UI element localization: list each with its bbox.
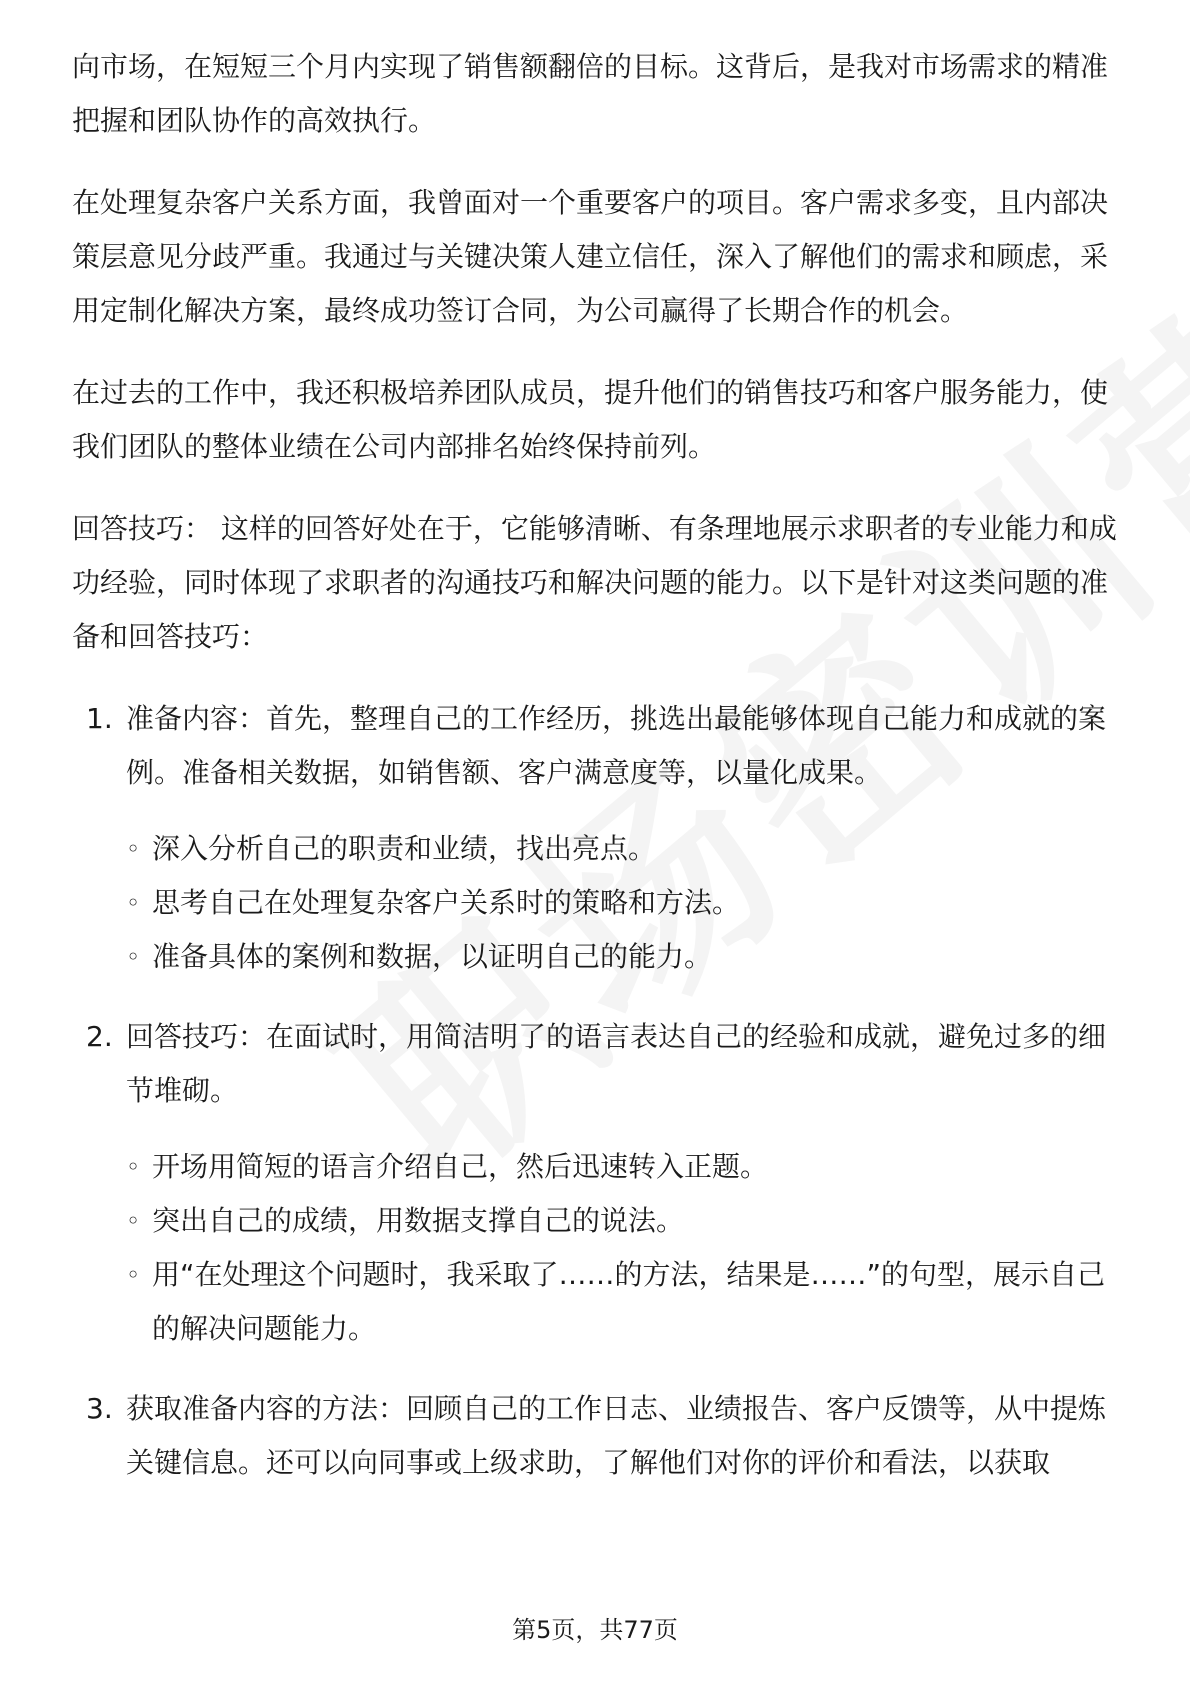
sub-list-item: ◦ 突出自己的成绩，用数据支撑自己的说法。 bbox=[126, 1194, 1122, 1248]
list-number: 2. bbox=[86, 1020, 113, 1053]
bullet-icon: ◦ bbox=[126, 889, 141, 917]
sub-list bbox=[126, 822, 1122, 984]
bullet-icon: ◦ bbox=[126, 1153, 141, 1181]
list-item bbox=[72, 1382, 1122, 1490]
paragraph: 向市场，在短短三个月内实现了销售额翻倍的目标。这背后，是我对市场需求的精准把握和团队协作的高效执行。 bbox=[72, 50, 1109, 137]
sub-list-item: ◦ 深入分析自己的职责和业绩，找出亮点。 bbox=[126, 822, 1122, 876]
tips-list bbox=[72, 692, 1122, 1490]
sub-list-item: ◦ 开场用简短的语言介绍自己，然后迅速转入正题。 bbox=[126, 1140, 1122, 1194]
paragraph-answer-tips: 回答技巧： 这样的回答好处在于，它能够清晰、有条理地展示求职者的专业能力和成功经验，同时体现了求职者的沟通技巧和解决问题的能力。以下是针对这类问题的准备和回答技巧： bbox=[72, 512, 1117, 653]
sub-list bbox=[126, 1140, 1122, 1356]
list-number: 3. bbox=[86, 1392, 113, 1425]
bullet-icon: ◦ bbox=[126, 1261, 141, 1289]
list-item bbox=[72, 692, 1122, 984]
paragraph: 在过去的工作中，我还积极培养团队成员，提升他们的销售技巧和客户服务能力，使我们团队的整体业绩在公司内部排名始终保持前列。 bbox=[72, 376, 1109, 463]
list-item-text: 准备内容：首先，整理自己的工作经历，挑选出最能够体现自己能力和成就的案例。准备相关数据，如销售额、客户满意度等，以量化成果。 bbox=[126, 702, 1107, 789]
sub-list-item: ◦ 用“在处理这个问题时，我采取了……的方法，结果是……”的句型，展示自己的解决问题能力。 bbox=[126, 1248, 1122, 1356]
paragraph: 在处理复杂客户关系方面，我曾面对一个重要客户的项目。客户需求多变，且内部决策层意见分歧严重。我通过与关键决策人建立信任，深入了解他们的需求和顾虑，采用定制化解决方案，最终成功签订合同，为公司赢得了长期合作的机会。 bbox=[72, 186, 1109, 327]
list-item-text: 获取准备内容的方法：回顾自己的工作日志、业绩报告、客户反馈等，从中提炼关键信息。还可以向同事或上级求助，了解他们对你的评价和看法，以获取 bbox=[126, 1392, 1107, 1479]
bullet-icon: ◦ bbox=[126, 943, 141, 971]
bullet-icon: ◦ bbox=[126, 835, 141, 863]
document-body bbox=[72, 40, 1122, 1516]
page-footer: 第5页，共77页 bbox=[512, 1616, 678, 1644]
list-item bbox=[72, 1010, 1122, 1356]
sub-list-item: ◦ 思考自己在处理复杂客户关系时的策略和方法。 bbox=[126, 876, 1122, 930]
list-item-text: 回答技巧：在面试时，用简洁明了的语言表达自己的经验和成就，避免过多的细节堆砌。 bbox=[126, 1020, 1107, 1107]
bullet-icon: ◦ bbox=[126, 1207, 141, 1235]
list-number: 1. bbox=[86, 702, 113, 735]
sub-list-item: ◦ 准备具体的案例和数据，以证明自己的能力。 bbox=[126, 930, 1122, 984]
